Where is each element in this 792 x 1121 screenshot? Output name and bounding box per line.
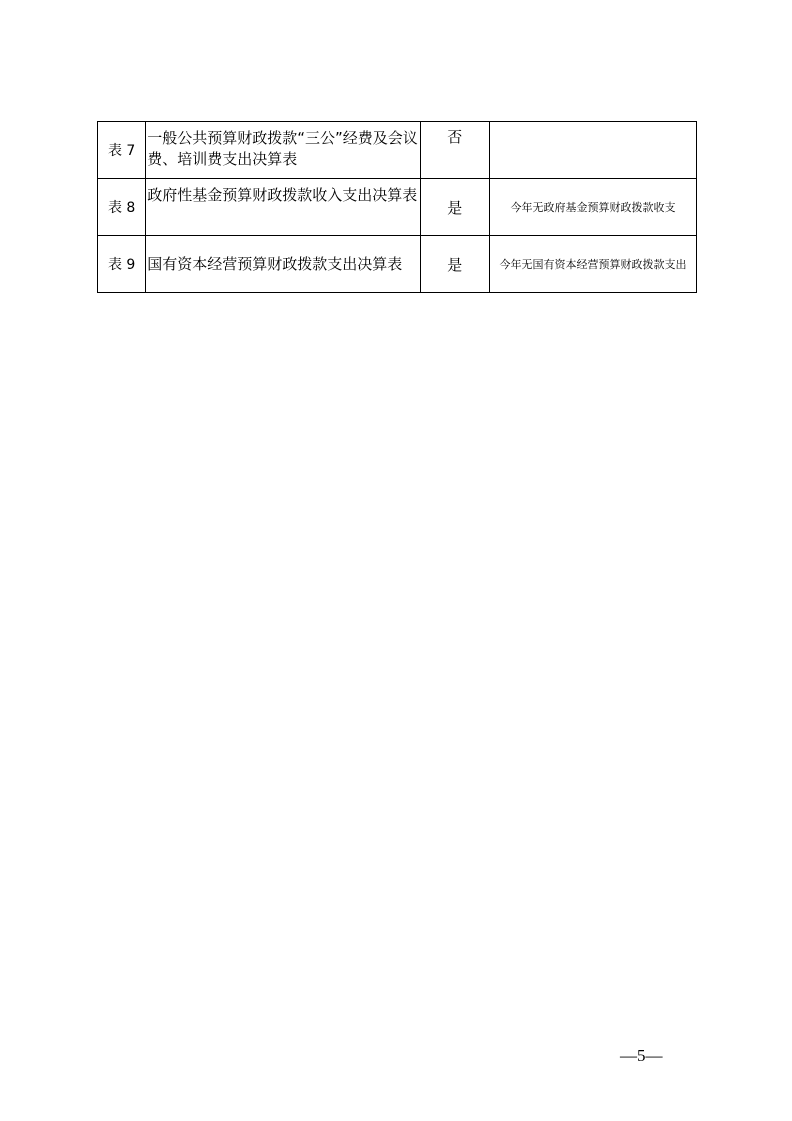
table-row [98,179,697,236]
page-number: —5— [620,1046,663,1065]
table-note-cell [489,122,696,179]
table-flag-cell: 否 [420,122,489,179]
table-name-cell: 一般公共预算财政拨款“三公”经费及会议费、培训费支出决算表 [146,122,420,179]
table-flag-cell: 是 [420,236,489,293]
report-table [97,121,697,293]
table-name-cell: 国有资本经营预算财政拨款支出决算表 [146,236,420,293]
table-id-cell: 表 8 [98,179,146,236]
table-row [98,122,697,179]
table-note-cell: 今年无国有资本经营预算财政拨款支出 [489,236,696,293]
table-id-cell: 表 9 [98,236,146,293]
table-id-cell: 表 7 [98,122,146,179]
table-row [98,236,697,293]
table-flag-cell: 是 [420,179,489,236]
table-note-cell: 今年无政府基金预算财政拨款收支 [489,179,696,236]
table-name-cell: 政府性基金预算财政拨款收入支出决算表 [146,179,420,236]
